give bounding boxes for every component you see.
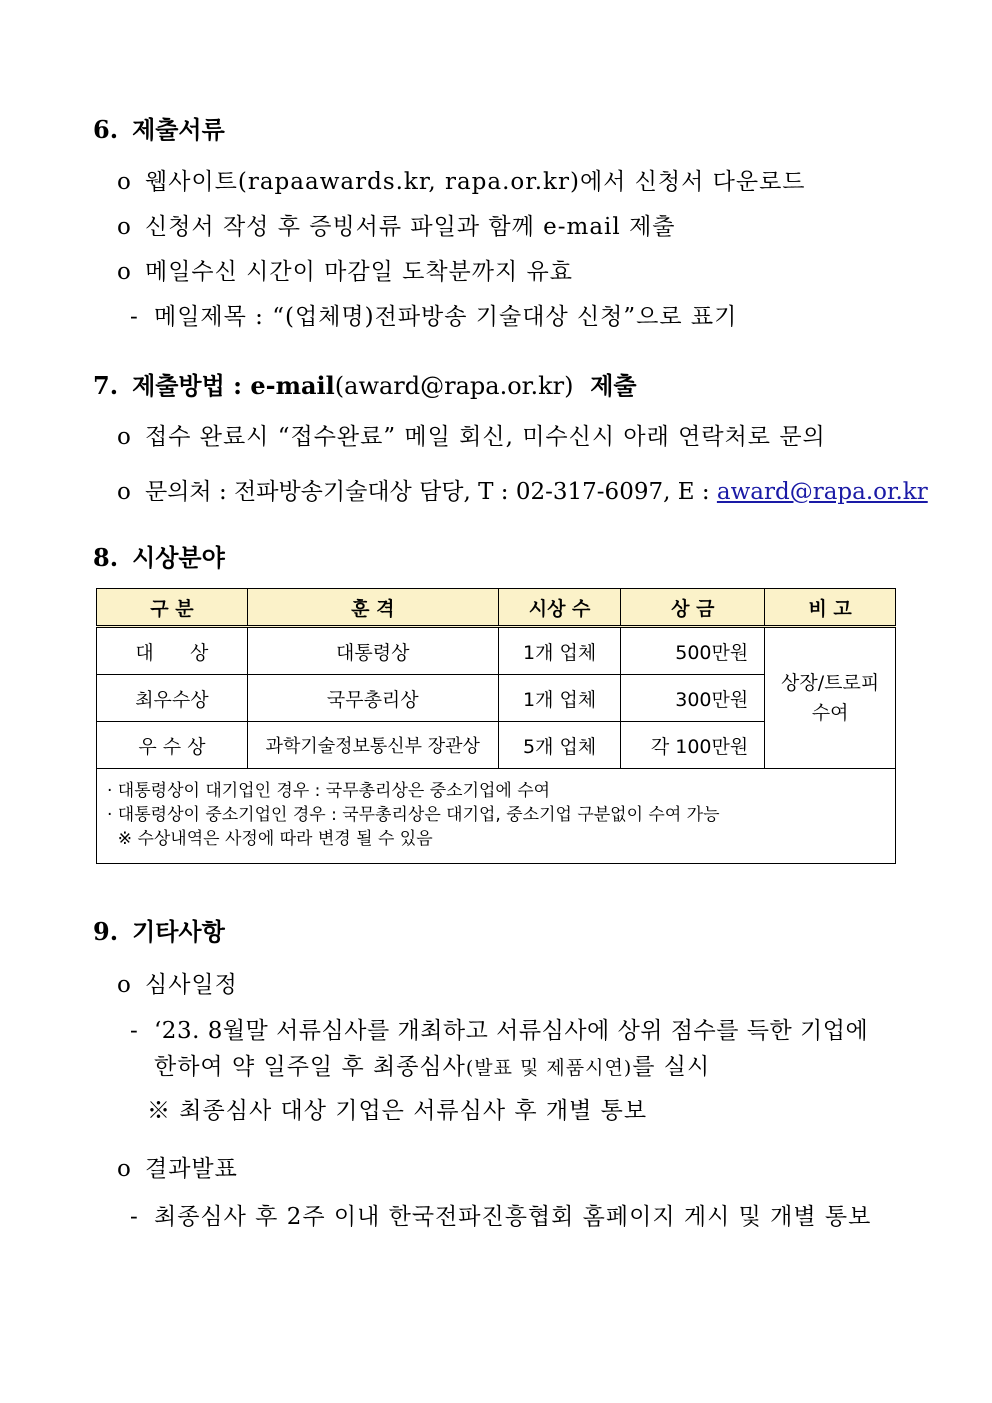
item-text: 접수 완료시 “접수완료” 메일 회신, 미수신시 아래 연락처로 문의 [145, 424, 826, 450]
section-number: 8. [93, 543, 119, 572]
note-line: · 대통령상이 대기업인 경우 : 국무총리상은 중소기업에 수여 [107, 781, 551, 801]
sub-item [130, 1012, 868, 1045]
dash: - [130, 1204, 139, 1230]
item-text: 한하여 약 일주일 후 최종심사 [154, 1054, 466, 1080]
remark-line: 수여 [811, 702, 849, 724]
bullet: o [117, 169, 132, 195]
section-title: 시상분야 [132, 543, 225, 572]
email-link[interactable]: award@rapa.or.kr [716, 479, 928, 505]
bullet: o [117, 1156, 132, 1182]
section-9-heading [93, 912, 225, 947]
item-text: 메일수신 시간이 마감일 도착분까지 유효 [145, 259, 573, 285]
cell-count: 5개 업체 [498, 722, 621, 769]
section-number: 7. [93, 371, 119, 400]
section-title-email: (award@rapa.or.kr) [334, 372, 574, 400]
cell-honor: 과학기술정보통신부 장관상 [247, 722, 498, 769]
item-text: 메일제목 : “(업체명)전파방송 기술대상 신청”으로 표기 [154, 304, 738, 330]
section-title-end: 제출 [590, 371, 637, 400]
header-remark: 비 고 [765, 589, 896, 627]
table-header-row [97, 589, 896, 627]
dash: - [130, 304, 139, 330]
header-category: 구 분 [97, 589, 248, 627]
cell-count: 1개 업체 [498, 675, 621, 722]
cell-honor: 대통령상 [247, 627, 498, 675]
section-number: 6. [93, 115, 119, 144]
sub-item [130, 1198, 871, 1231]
cell-prize: 500만원 [621, 627, 765, 675]
item-text: 웹사이트(rapaawards.kr, rapa.or.kr)에서 신청서 다운로드 [145, 169, 806, 195]
item-text: 를 실시 [632, 1054, 711, 1080]
item-text: 최종심사 후 2주 이내 한국전파진흥협회 홈페이지 게시 및 개별 통보 [154, 1204, 872, 1230]
section-6-heading [93, 110, 225, 145]
list-item [117, 208, 676, 241]
section-title: 기타사항 [132, 917, 225, 946]
sub-item-continuation [154, 1048, 710, 1081]
list-item [117, 253, 573, 286]
bullet: o [117, 214, 132, 240]
note-line: · 대통령상이 중소기업인 경우 : 국무총리상은 대기업, 중소기업 구분없이 수여 가능 [107, 805, 720, 825]
contact-line [117, 473, 928, 506]
notes-cell [97, 769, 896, 864]
cell-honor: 국무총리상 [247, 675, 498, 722]
cell-category: 최우수상 [97, 675, 248, 722]
item-text: 신청서 작성 후 증빙서류 파일과 함께 e-mail 제출 [145, 214, 676, 240]
header-honor: 훈 격 [247, 589, 498, 627]
list-item [117, 966, 238, 999]
item-text-paren: (발표 및 제품시연) [465, 1057, 633, 1079]
section-8-heading [93, 538, 225, 573]
table-row [97, 627, 896, 675]
note-text: ※ 최종심사 대상 기업은 서류심사 후 개별 통보 [147, 1098, 648, 1124]
section-title: 제출서류 [132, 115, 225, 144]
sub-item [130, 298, 737, 331]
item-text: ‘23. 8월말 서류심사를 개최하고 서류심사에 상위 점수를 득한 기업에 [154, 1018, 869, 1044]
cell-count: 1개 업체 [498, 627, 621, 675]
cell-prize: 300만원 [621, 675, 765, 722]
dash: - [130, 1018, 139, 1044]
bullet: o [117, 259, 132, 285]
section-title: 제출방법 : e-mail [132, 371, 335, 400]
bullet: o [117, 479, 131, 505]
header-prize: 상 금 [621, 589, 765, 627]
cell-category: 우 수 상 [97, 722, 248, 769]
list-item [117, 1150, 238, 1183]
item-text: 결과발표 [145, 1156, 238, 1182]
list-item [117, 163, 806, 196]
contact-text: 문의처 : 전파방송기술대상 담당, T : 02-317-6097, E : [145, 479, 717, 505]
awards-table [96, 588, 896, 864]
section-7-heading [93, 366, 637, 401]
section-number: 9. [93, 917, 119, 946]
remark-line: 상장/트로피 [781, 672, 880, 694]
cell-category: 대 상 [97, 627, 248, 675]
table-notes-row [97, 769, 896, 864]
bullet: o [117, 424, 132, 450]
cell-prize: 각 100만원 [621, 722, 765, 769]
note [147, 1092, 647, 1125]
cell-remark [765, 627, 896, 769]
bullet: o [117, 972, 132, 998]
list-item [117, 418, 826, 451]
note-line: ※ 수상내역은 사정에 따라 변경 될 수 있음 [107, 829, 433, 849]
header-count: 시상 수 [498, 589, 621, 627]
item-text: 심사일정 [145, 972, 238, 998]
